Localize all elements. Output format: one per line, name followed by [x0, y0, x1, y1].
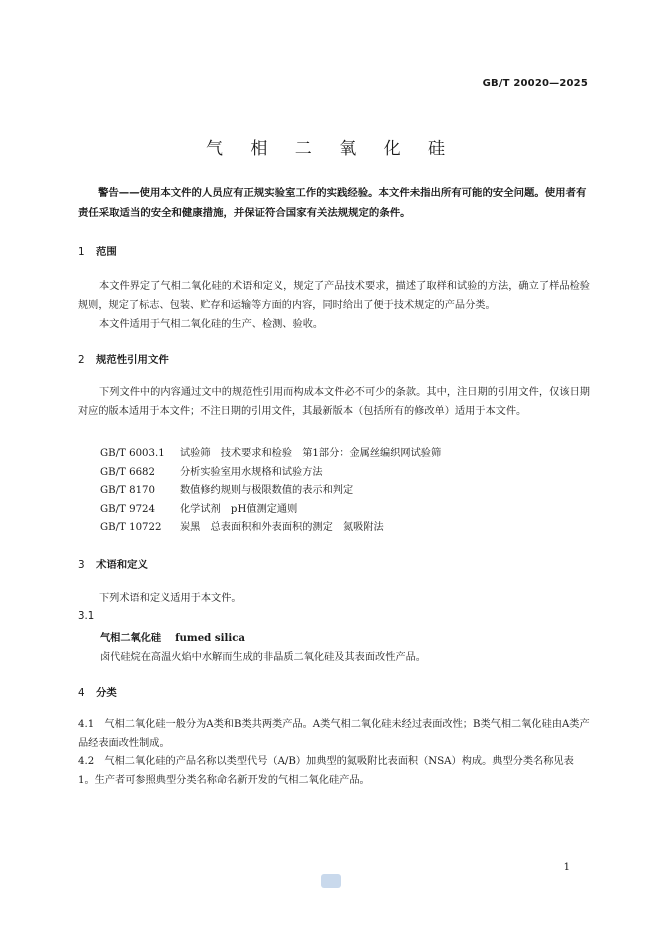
reference-title: 炭黑 总表面积和外表面积的测定 氮吸附法	[180, 522, 384, 533]
reference-item	[100, 481, 353, 496]
term-name-en: fumed silica	[175, 632, 245, 644]
reference-code: GB/T 8170	[100, 485, 156, 496]
warning-text: 警告——使用本文件的人员应有正规实验室工作的实践经验。本文件未指出所有可能的安全问题。使用者有责任采取适当的安全和健康措施，并保证符合国家有关法规规定的条件。	[78, 187, 587, 219]
clause-item	[78, 753, 590, 790]
section-4-title: 分类	[96, 687, 117, 699]
section-1-heading	[78, 243, 117, 258]
term-definition: 卤代硅烷在高温火焰中水解而生成的非晶质二氧化硅及其表面改性产品。	[100, 652, 426, 663]
section-2-intro: 下列文件中的内容通过文中的规范性引用而构成本文件必不可少的条款。其中，注日期的引用文件，仅该日期对应的版本适用于本文件；不注日期的引用文件，其最新版本（包括所有的修改单）适用于本文件。	[78, 387, 590, 417]
clause-text: 气相二氧化硅一般分为A类和B类共两类产品。A类气相二氧化硅未经过表面改性；B类气相二氧化硅由A类产品经表面改性制成。	[78, 719, 590, 749]
section-1-paragraph-1: 本文件界定了气相二氧化硅的术语和定义，规定了产品技术要求，描述了取样和试验的方法，确立了样品检验规则，规定了标志、包装、贮存和运输等方面的内容，同时给出了便于技术规定的产品分类。	[78, 281, 590, 311]
clause-number: 4.2	[78, 756, 95, 767]
section-1-number: 1	[78, 246, 85, 258]
reference-code: GB/T 6003.1	[100, 448, 165, 459]
section-3-heading	[78, 556, 148, 571]
term-name	[100, 629, 245, 644]
section-1-title: 范围	[96, 246, 117, 258]
reference-item	[100, 463, 323, 478]
document-title: 气 相 二 氧 化 硅	[205, 139, 457, 159]
section-2-title: 规范性引用文件	[96, 354, 169, 366]
section-3-title: 术语和定义	[96, 559, 148, 571]
reference-code: GB/T 9724	[100, 504, 156, 515]
section-3-intro: 下列术语和定义适用于本文件。	[99, 593, 242, 604]
reference-item	[100, 500, 297, 515]
term-number: 3.1	[78, 611, 95, 622]
section-4-heading	[78, 684, 117, 699]
reference-code: GB/T 10722	[100, 522, 162, 533]
clause-number: 4.1	[78, 719, 95, 730]
reference-code: GB/T 6682	[100, 467, 156, 478]
term-name-cn: 气相二氧化硅	[100, 633, 162, 644]
section-2-heading	[78, 351, 169, 366]
section-3-number: 3	[78, 559, 85, 571]
reference-title: 数值修约规则与极限数值的表示和判定	[180, 485, 354, 496]
reference-item	[100, 518, 384, 533]
reference-item	[100, 444, 441, 459]
page-number: 1	[563, 862, 570, 873]
reference-title: 分析实验室用水规格和试验方法	[180, 467, 323, 478]
section-2-number: 2	[78, 354, 85, 366]
section-1-paragraph-2: 本文件适用于气相二氧化硅的生产、检测、验收。	[99, 319, 324, 330]
standard-code: GB/T 20020—2025	[482, 78, 588, 89]
clause-text: 气相二氧化硅的产品名称以类型代号（A/B）加典型的氮吸附比表面积（NSA）构成。典型分类名称见表1。生产者可参照典型分类名称命名新开发的气相二氧化硅产品。	[78, 756, 574, 786]
reference-title: 化学试剂 pH值测定通则	[180, 504, 298, 515]
reference-title: 试验筛 技术要求和检验 第1部分：金属丝编织网试验筛	[180, 448, 442, 459]
watermark-logo-icon	[321, 874, 341, 888]
clause-item	[78, 716, 590, 753]
section-4-number: 4	[78, 687, 85, 699]
